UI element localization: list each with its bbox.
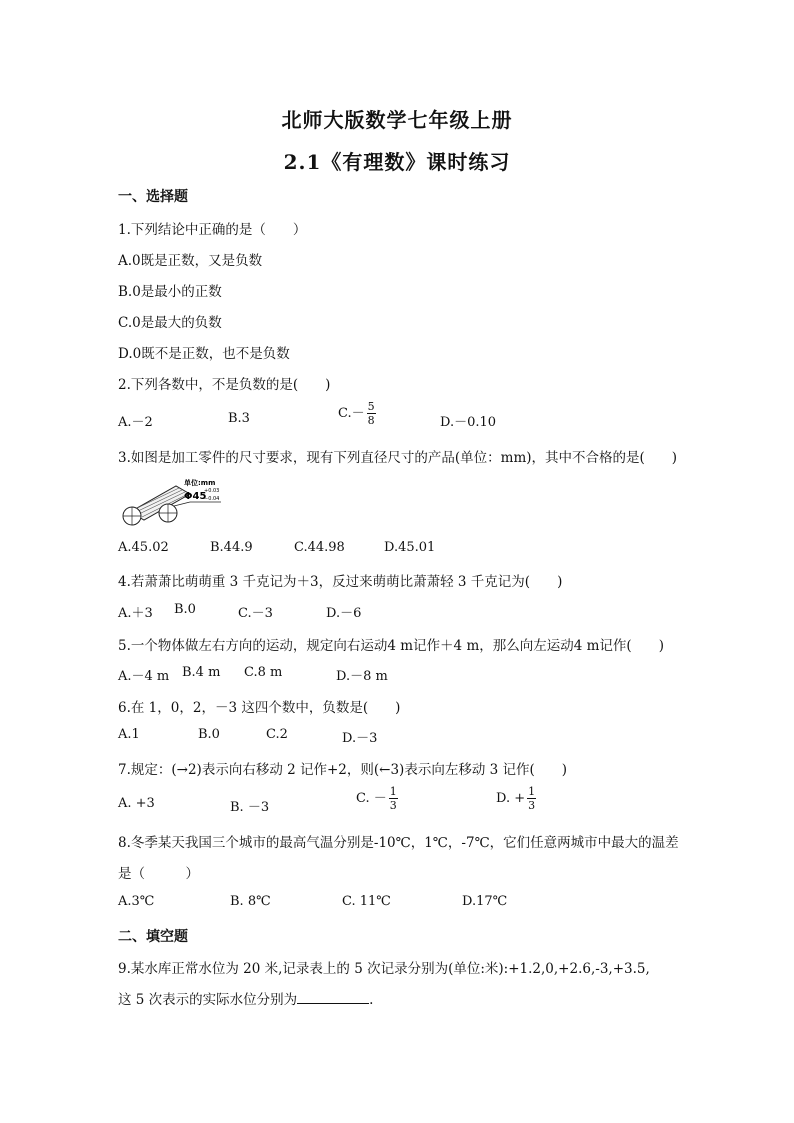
question-5-option-d: D.－8 m (336, 669, 388, 684)
fraction (389, 785, 398, 812)
section-heading-fill: 二、填空题 (118, 929, 188, 945)
question-8-option-b: B. 8℃ (230, 894, 271, 909)
question-6-stem: 6.在 1，0，2，－3 这四个数中，负数是( ) (118, 700, 401, 716)
question-9-stem: 9.某水库正常水位为 20 米,记录表上的 5 次记录分别为(单位:米):+1.2,0,+2.6,-3,+3.5, (118, 961, 650, 977)
question-4-option-c: C.－3 (238, 606, 273, 621)
question-7-option-d (496, 785, 538, 812)
question-8-option-d: D.17℃ (462, 894, 508, 909)
figure-lower-tolerance: −0.04 (204, 496, 220, 502)
question-7-stem: 7.规定：(→2)表示向右移动 2 记作+2，则(←3)表示向左移动 3 记作( ) (118, 762, 568, 778)
question-2-option-c (338, 400, 378, 427)
question-7-option-b: B. －3 (230, 800, 270, 815)
question-4-option-b: B.0 (174, 602, 196, 617)
question-4-option-d: D.－6 (326, 606, 362, 621)
document-subtitle: 2.1《有理数》课时练习 (283, 150, 511, 174)
question-7-option-c (356, 785, 400, 812)
question-4-option-a: A.＋3 (118, 606, 153, 621)
question-3-option-d: D.45.01 (384, 540, 436, 555)
question-3-option-c: C.44.98 (294, 540, 345, 555)
question-6-option-c: C.2 (266, 727, 288, 742)
question-5-option-b: B.4 m (182, 665, 221, 680)
fraction (527, 785, 536, 812)
question-5-stem: 5.一个物体做左右方向的运动，规定向右运动4 m记作＋4 m，那么向左运动4 m记作( ) (118, 638, 664, 654)
question-2-option-b: B.3 (228, 411, 250, 426)
question-8-option-a: A.3℃ (118, 894, 155, 909)
question-2-stem: 2.下列各数中，不是负数的是( ) (118, 377, 331, 393)
question-1-stem: 1.下列结论中正确的是（ ） (118, 222, 307, 238)
question-8-stem-continued: 是（ ） (118, 866, 199, 882)
answer-blank (297, 991, 369, 1004)
question-7-option-a: A. +3 (118, 796, 155, 811)
question-7-option-c-prefix: C. － (356, 791, 387, 806)
question-2-option-c-prefix: C.－ (338, 406, 365, 421)
question-4-stem: 4.若萧萧比萌萌重 3 千克记为＋3，反过来萌萌比萧萧轻 3 千克记为( ) (118, 574, 563, 590)
question-6-option-b: B.0 (198, 727, 220, 742)
question-1-option-c: C.0是最大的负数 (118, 315, 222, 331)
question-9-stem-continued (118, 988, 373, 1008)
question-6-option-a: A.1 (118, 727, 140, 742)
question-1-option-b: B.0是最小的正数 (118, 284, 222, 300)
question-9-period: . (369, 992, 374, 1008)
question-5-option-c: C.8 m (244, 665, 283, 680)
question-2-option-a: A.－2 (118, 415, 153, 430)
fraction (367, 400, 376, 427)
figure-dimension-label: Φ45 (184, 491, 207, 502)
fraction-numerator: 1 (389, 785, 397, 798)
figure-unit-label: 单位:mm (184, 479, 216, 487)
question-5-option-a: A.－4 m (118, 669, 170, 684)
figure-upper-tolerance: +0.03 (204, 488, 220, 494)
question-6-option-d: D.－3 (342, 731, 378, 746)
question-7-option-d-prefix: D. + (496, 791, 526, 806)
question-3-stem: 3.如图是加工零件的尺寸要求，现有下列直径尺寸的产品(单位：mm)，其中不合格的是( ) (118, 450, 678, 466)
question-3-option-a: A.45.02 (118, 540, 169, 555)
fraction-numerator: 5 (367, 400, 375, 413)
question-2-option-d: D.－0.10 (440, 415, 497, 430)
document-title: 北师大版数学七年级上册 (281, 108, 513, 132)
question-9-stem-text: 这 5 次表示的实际水位分别为 (118, 992, 298, 1008)
question-8-stem: 8.冬季某天我国三个城市的最高气温分别是-10℃，1℃，-7℃，它们任意两城市中最大的温差 (118, 835, 679, 851)
question-8-option-c: C. 11℃ (342, 894, 391, 909)
fraction-denominator: 3 (528, 799, 536, 812)
part-dimension-figure (118, 476, 223, 528)
fraction-denominator: 3 (389, 799, 397, 812)
question-1-option-d: D.0既不是正数，也不是负数 (118, 346, 290, 362)
question-1-option-a: A.0既是正数，又是负数 (118, 253, 263, 269)
question-3-option-b: B.44.9 (210, 540, 253, 555)
fraction-denominator: 8 (367, 414, 375, 427)
fraction-numerator: 1 (528, 785, 536, 798)
section-heading-choice: 一、选择题 (118, 189, 188, 205)
